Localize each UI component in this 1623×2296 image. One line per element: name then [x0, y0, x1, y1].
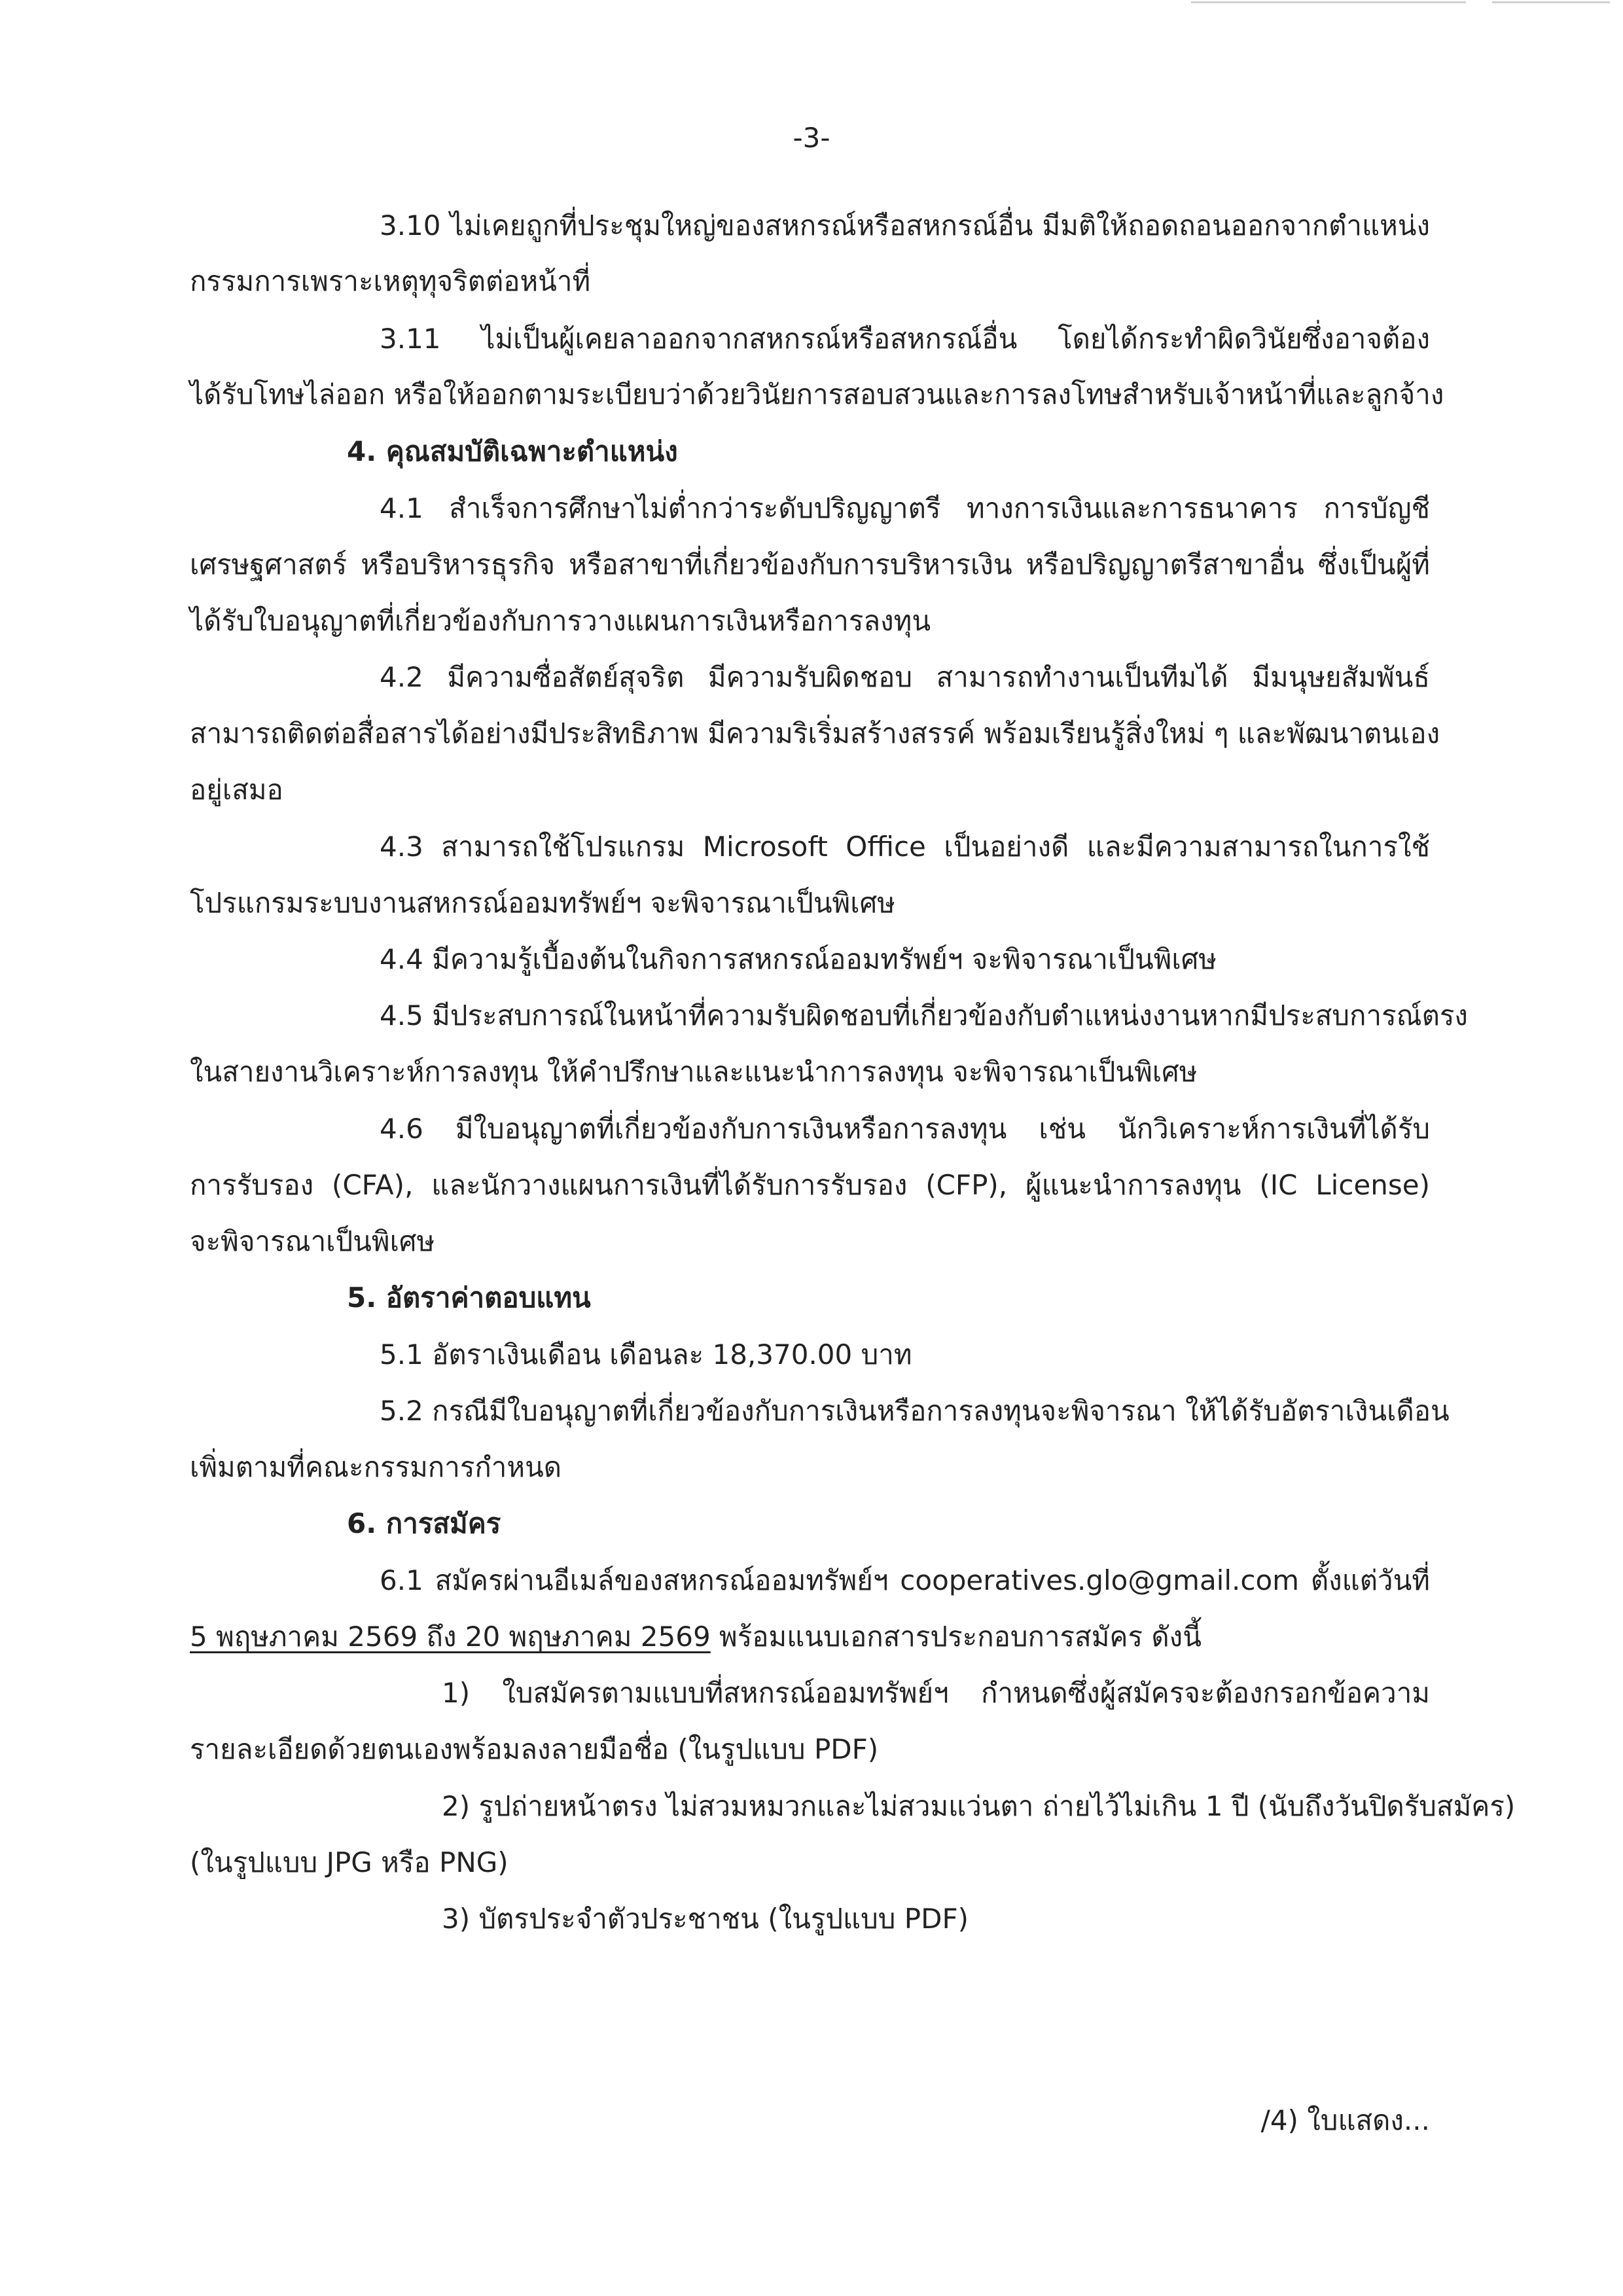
page-number: -3- [793, 122, 830, 154]
document-item-1-line-2: รายละเอียดด้วยตนเองพร้อมลงลายมือชื่อ (ในรูปแบบ PDF) [190, 1733, 879, 1765]
document-item-2-line-2: (ในรูปแบบ JPG หรือ PNG) [190, 1846, 508, 1878]
document-item-2-line-1: 2) รูปถ่ายหน้าตรง ไม่สวมหมวกและไม่สวมแว่นตา ถ่ายไว้ไม่เกิน 1 ปี (นับถึงวันปิดรับสมัคร) [442, 1790, 1516, 1822]
section-heading-5: 5. อัตราค่าตอบแทน [347, 1282, 591, 1314]
paragraph-4-1-line-1: 4.1 สำเร็จการศึกษาไม่ต่ำกว่าระดับปริญญาตรี ทางการเงินและการธนาคาร การบัญชี [380, 492, 1430, 524]
document-item-1-line-1: 1) ใบสมัครตามแบบที่สหกรณ์ออมทรัพย์ฯ กำหนดซึ่งผู้สมัครจะต้องกรอกข้อความ [442, 1677, 1430, 1709]
paragraph-3-11-line-1: 3.11 ไม่เป็นผู้เคยลาออกจากสหกรณ์หรือสหกรณ์อื่น โดยได้กระทำผิดวินัยซึ่งอาจต้อง [380, 323, 1430, 355]
application-period-dates: 5 พฤษภาคม 2569 ถึง 20 พฤษภาคม 2569 [190, 1621, 711, 1653]
paragraph-4-5-line-1: 4.5 มีประสบการณ์ในหน้าที่ความรับผิดชอบที่เกี่ยวข้องกับตำแหน่งงานหากมีประสบการณ์ตรง [380, 999, 1468, 1031]
paragraph-4-2-line-2: สามารถติดต่อสื่อสารได้อย่างมีประสิทธิภาพ มีความริเริ่มสร้างสรรค์ พร้อมเรียนรู้สิ่งใหม่ ๆ และพัฒนาตนเอง [190, 717, 1440, 749]
paragraph-4-3-line-2: โปรแกรมระบบงานสหกรณ์ออมทรัพย์ฯ จะพิจารณาเป็นพิเศษ [190, 887, 895, 919]
paragraph-5-2-line-1: 5.2 กรณีมีใบอนุญาตที่เกี่ยวข้องกับการเงินหรือการลงทุนจะพิจารณา ให้ได้รับอัตราเงินเดือน [380, 1395, 1450, 1427]
paragraph-6-1-line-2 [190, 1617, 1202, 1657]
document-item-3-line-1: 3) บัตรประจำตัวประชาชน (ในรูปแบบ PDF) [442, 1903, 969, 1935]
paragraph-3-10-line-2: กรรมการเพราะเหตุทุจริตต่อหน้าที่ [190, 265, 591, 297]
paragraph-3-10-line-1: 3.10 ไม่เคยถูกที่ประชุมใหญ่ของสหกรณ์หรือสหกรณ์อื่น มีมติให้ถอดถอนออกจากตำแหน่ง [380, 209, 1430, 242]
paragraph-4-6-line-2: การรับรอง (CFA), และนักวางแผนการเงินที่ได้รับการรับรอง (CFP), ผู้แนะนำการลงทุน (IC License) [190, 1169, 1430, 1201]
continuation-footer: /4) ใบแสดง... [1260, 2104, 1430, 2136]
paragraph-4-6-line-1: 4.6 มีใบอนุญาตที่เกี่ยวข้องกับการเงินหรือการลงทุน เช่น นักวิเคราะห์การเงินที่ได้รับ [380, 1113, 1430, 1145]
paragraph-4-3-line-1: 4.3 สามารถใช้โปรแกรม Microsoft Office เป็นอย่างดี และมีความสามารถในการใช้ [380, 831, 1430, 863]
paragraph-6-1-line-2-rest: พร้อมแนบเอกสารประกอบการสมัคร ดังนี้ [710, 1621, 1202, 1653]
paragraph-5-2-line-2: เพิ่มตามที่คณะกรรมการกำหนด [190, 1451, 562, 1483]
paragraph-4-2-line-3: อยู่เสมอ [190, 774, 283, 806]
paragraph-4-1-line-3: ได้รับใบอนุญาตที่เกี่ยวข้องกับการวางแผนการเงินหรือการลงทุน [190, 605, 931, 637]
paragraph-4-5-line-2: ในสายงานวิเคราะห์การลงทุน ให้คำปรึกษาและแนะนำการลงทุน จะพิจารณาเป็นพิเศษ [190, 1056, 1198, 1088]
paragraph-4-2-line-1: 4.2 มีความซื่อสัตย์สุจริต มีความรับผิดชอบ สามารถทำงานเป็นทีมได้ มีมนุษยสัมพันธ์ [380, 661, 1430, 693]
paragraph-4-4-line-1: 4.4 มีความรู้เบื้องต้นในกิจการสหกรณ์ออมทรัพย์ฯ จะพิจารณาเป็นพิเศษ [380, 943, 1217, 975]
section-heading-4: 4. คุณสมบัติเฉพาะตำแหน่ง [347, 435, 678, 467]
paragraph-6-1-line-1: 6.1 สมัครผ่านอีเมล์ของสหกรณ์ออมทรัพย์ฯ cooperatives.glo@gmail.com ตั้งแต่วันที่ [380, 1564, 1430, 1596]
paragraph-4-1-line-2: เศรษฐศาสตร์ หรือบริหารธุรกิจ หรือสาขาที่เกี่ยวข้องกับการบริหารเงิน หรือปริญญาตรีสาขาอื่น ซึ่งเป็นผู้ที่ [190, 548, 1430, 581]
paragraph-5-1-line-1: 5.1 อัตราเงินเดือน เดือนละ 18,370.00 บาท [380, 1338, 912, 1371]
scan-artifact [1191, 1, 1466, 3]
scan-artifact [1492, 1, 1610, 3]
paragraph-3-11-line-2: ได้รับโทษไล่ออก หรือให้ออกตามระเบียบว่าด้วยวินัยการสอบสวนและการลงโทษสำหรับเจ้าหน้าที่และลูกจ้าง [190, 378, 1444, 410]
paragraph-4-6-line-3: จะพิจารณาเป็นพิเศษ [190, 1225, 435, 1257]
section-heading-6: 6. การสมัคร [347, 1507, 501, 1539]
